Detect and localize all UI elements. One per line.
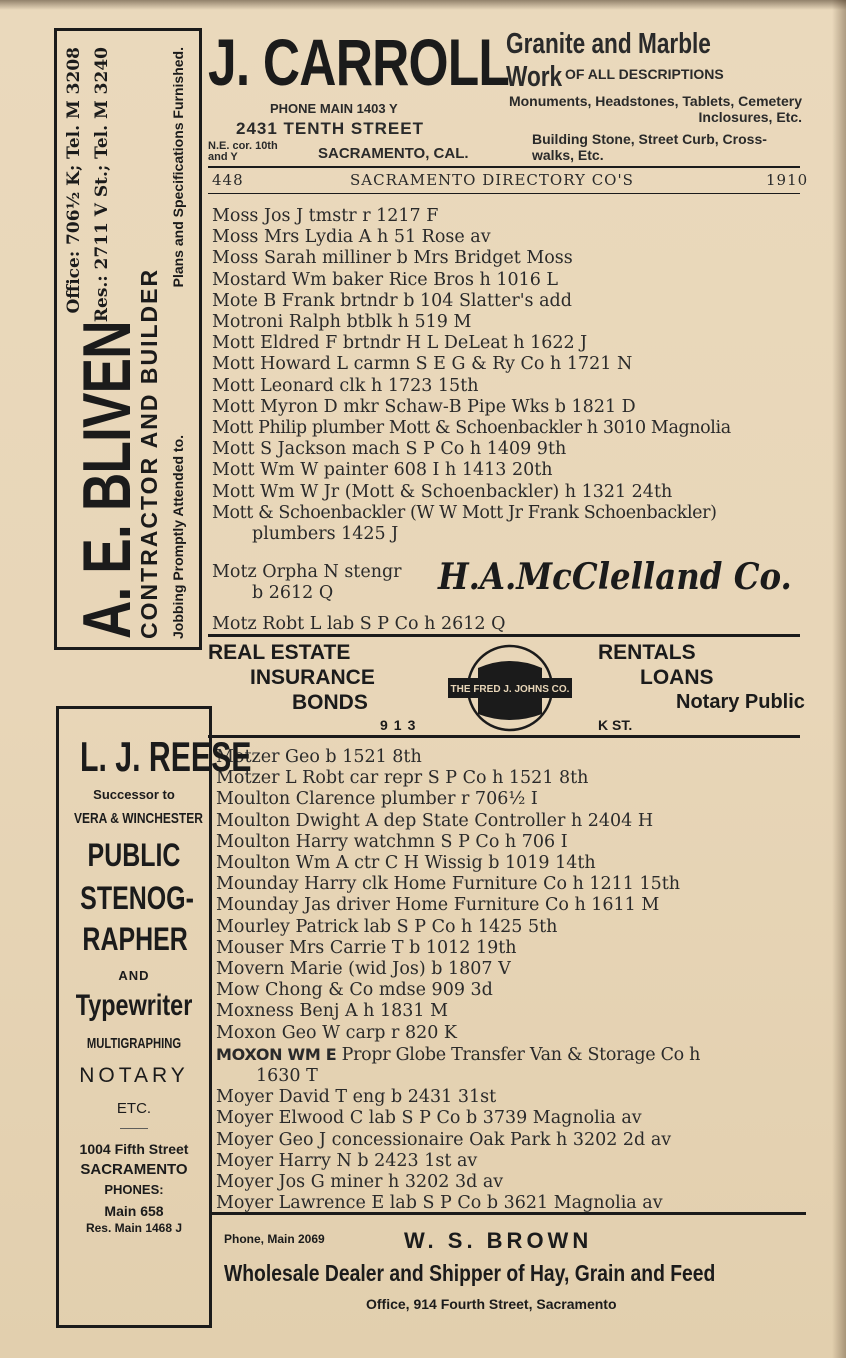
moxon-bold-name: MOXON WM E [216,1044,337,1064]
johns-ad-top-rule [208,634,800,637]
list-item: Mott S Jackson mach S P Co h 1409 9th [212,439,567,460]
reese-address: 1004 Fifth Street [79,1141,189,1157]
running-year: 1910 [766,171,809,189]
page-number: 448 [212,171,244,189]
list-item: Movern Marie (wid Jos) b 1807 V [216,959,511,980]
reese-main: Main 658 [104,1203,164,1219]
johns-real-estate: REAL ESTATE [208,641,351,664]
reese-dash: —— [120,1119,148,1135]
list-item: Mott Wm W painter 608 I h 1413 20th [212,460,553,481]
list-item: Mott & Schoenbackler (W W Mott Jr Frank Schoenbackler) [212,502,717,523]
list-item: Moyer Elwood C lab S P Co b 3739 Magnolia av [216,1108,642,1129]
johns-rentals: RENTALS [598,641,696,664]
list-item: Motz Orpha N stengr [212,562,402,582]
reese-successor: Successor to [93,787,175,802]
list-item: Motroni Ralph btblk h 519 M [212,312,472,333]
list-item: Motzer Geo b 1521 8th [216,747,422,767]
list-item: Moss Sarah milliner b Mrs Bridget Moss [212,248,573,269]
header-rule-2 [208,193,800,194]
johns-logo-text: THE FRED J. JOHNS CO. [450,684,570,695]
list-item: Mott Myron D mkr Schaw-B Pipe Wks b 1821 D [212,396,636,417]
johns-bonds: BONDS [292,691,368,714]
list-item: Mott Howard L carmn S E G & Ry Co h 1721 N [212,354,633,375]
entries-top [212,206,731,545]
bliven-jobbing: Jobbing Promptly Attended to. [170,434,186,639]
mcclelland-ad: H.A.McClelland Co. [438,556,792,598]
reese-notary: NOTARY [79,1064,189,1087]
reese-steno-1: STENOG- [80,880,194,916]
johns-logo-icon [446,640,574,736]
list-item: Mott Leonard clk h 1723 15th [212,375,479,396]
carroll-city: SACRAMENTO, CAL. [318,145,469,162]
bliven-office: Office: 706½ K; Tel. M 3208 [64,47,84,314]
reese-typewriter: Typewriter [75,989,193,1022]
list-item: Mow Chong & Co mdse 909 3d [216,980,493,1001]
reese-steno-2: RAPHER [82,921,188,957]
bliven-ad-rotated [58,33,198,645]
carroll-street: 2431 TENTH STREET [236,119,424,138]
brown-name: W. S. BROWN [404,1228,593,1253]
bliven-title: CONTRACTOR AND BUILDER [136,267,162,639]
list-item: Mott Philip plumber Mott & Schoenbackler h 3010 Magnolia [212,418,731,439]
reese-etc: ETC. [116,1100,152,1117]
motz-orpha-entry [212,562,402,604]
list-item: Mostard Wm baker Rice Bros h 1016 L [212,269,559,290]
list-item: Moxness Benj A h 1831 M [216,1001,449,1022]
list-item: Mounday Harry clk Home Furniture Co h 1211 15th [216,874,681,895]
list-item-moxon [216,1044,700,1066]
brown-ad-top-rule [212,1212,806,1215]
list-item: Moulton Wm A ctr C H Wissig b 1019 14th [216,853,596,874]
running-title: SACRAMENTO DIRECTORY CO'S [350,171,634,189]
list-item: Moyer Lawrence E lab S P Co b 3621 Magnolia av [216,1193,663,1214]
list-item: Moyer Jos G miner h 3202 3d av [216,1172,504,1193]
list-item-continuation: b 2612 Q [252,583,334,604]
reese-prev: VERA & WINCHESTER [74,810,203,827]
reese-and: AND [118,968,150,983]
johns-ad-bottom-rule [208,735,800,738]
johns-loans: LOANS [640,666,714,689]
list-item: Moyer Geo J concessionaire Oak Park h 3202 2d av [216,1129,672,1150]
list-item: Moulton Clarence plumber r 706½ I [216,789,538,810]
carroll-phone: PHONE MAIN 1403 Y [270,101,398,116]
brown-tagline: Wholesale Dealer and Shipper of Hay, Grain and Feed [224,1260,716,1286]
list-item: Moyer David T eng b 2431 31st [216,1087,497,1108]
johns-insurance: INSURANCE [250,666,375,689]
header-rule [208,166,800,168]
page-right-edge [832,0,846,1358]
reese-res: Res. Main 1468 J [85,1221,183,1235]
list-item: Mouser Mrs Carrie T b 1012 19th [216,937,517,958]
list-item: Mounday Jas driver Home Furniture Co h 1611 M [216,895,660,916]
list-item: Moulton Dwight A dep State Controller h 2404 H [216,810,654,831]
list-item: Moss Mrs Lydia A h 51 Rose av [212,227,491,248]
entries-bottom [216,747,700,1214]
motz-robt-entry [212,614,505,635]
carroll-corner: N.E. cor. 10th and Y [208,140,278,163]
carroll-building: Building Stone, Street Curb, Cross-walks, Etc. [532,131,767,163]
reese-name: L. J. REESE [80,733,252,780]
list-item: Moyer Harry N b 2423 1st av [216,1150,478,1171]
carroll-of-all: OF ALL DESCRIPTIONS [565,66,724,82]
list-item: Moxon Geo W carp r 820 K [216,1022,458,1043]
brown-office: Office, 914 Fourth Street, Sacramento [366,1296,617,1312]
bliven-res: Res.: 2711 V St.; Tel. M 3240 [92,47,112,323]
bliven-name: A. E. BLIVEN [69,321,145,639]
list-item: Mott Eldred F brtndr H L DeLeat h 1622 J [212,333,588,354]
list-item: Moulton Harry watchmn S P Co h 706 I [216,831,568,852]
page-top-edge [0,0,846,10]
johns-notary: Notary Public [676,691,805,713]
list-item: Mott Wm W Jr (Mott & Schoenbackler) h 1321 24th [212,481,673,502]
bliven-ad [54,28,202,650]
brown-phone: Phone, Main 2069 [224,1232,325,1246]
reese-phones: PHONES: [104,1182,164,1197]
list-item: Mourley Patrick lab S P Co h 1425 5th [216,916,558,937]
list-item-continuation: plumbers 1425 J [252,524,399,545]
list-item: Moss Jos J tmstr r 1217 F [212,206,439,226]
carroll-granite: Granite and Marble Work [506,28,711,93]
johns-number: 913 [380,717,422,733]
list-item: Motz Robt L lab S P Co h 2612 Q [212,614,506,634]
carroll-name: J. CARROLL [208,25,510,99]
list-item-continuation: 1630 T [256,1066,318,1087]
carroll-monuments: Monuments, Headstones, Tablets, Cemetery Inclosures, Etc. [508,93,802,125]
reese-city: SACRAMENTO [80,1161,188,1178]
reese-public: PUBLIC [87,837,181,873]
reese-multigraphing: MULTIGRAPHING [86,1035,182,1052]
bliven-plans: Plans and Specifications Furnished. [170,47,186,288]
moxon-rest: Propr Globe Transfer Van & Storage Co h [336,1044,701,1065]
list-item: Motzer L Robt car repr S P Co h 1521 8th [216,768,589,789]
reese-ad [56,706,252,1328]
johns-street: K ST. [598,717,633,733]
list-item: Mote B Frank brtndr b 104 Slatter's add [212,290,572,311]
